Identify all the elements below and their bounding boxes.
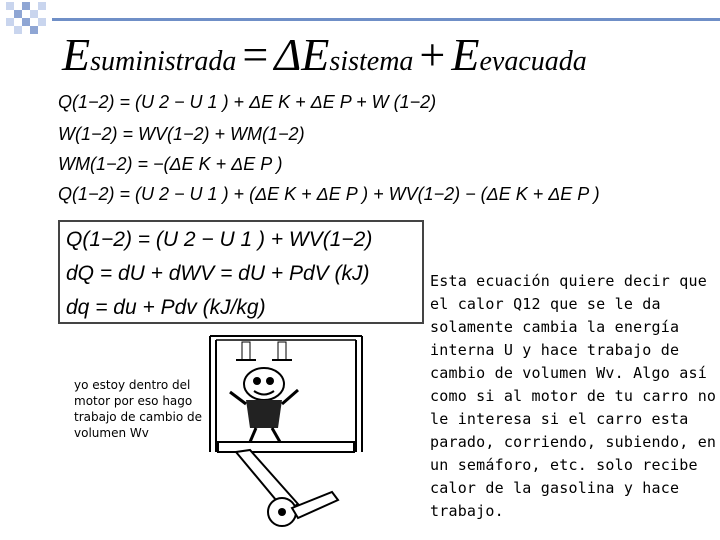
- explanation-text: Esta ecuación quiere decir que el calor Q12 que se le da solamente cambia la energía interna U y hace trabajo de cambio de volumen Wv. Algo así como si al motor de tu carro no le interesa si el carro esta parado, corriendo, subiendo, en un semáforo, etc. solo recibe calor de la gasolina y hace trabajo.: [430, 272, 717, 520]
- delta-sub: sistema: [329, 46, 414, 77]
- boxed-equations: [58, 220, 424, 324]
- equals-sign: =: [242, 29, 269, 80]
- lhs-symbol: E: [62, 29, 91, 80]
- equation-line-1: Q(1−2) = (U 2 − U 1 ) + ΔE K + ΔE P + W (1−2): [58, 92, 437, 112]
- boxed-line-1: Q(1−2) = (U 2 − U 1 ) + WV(1−2): [66, 228, 373, 251]
- equation-line-3: WM(1−2) = −(ΔE K + ΔE P ): [58, 154, 283, 174]
- plus-sign: +: [419, 29, 446, 80]
- checker-decoration: [0, 0, 52, 40]
- lhs-sub: suministrada: [90, 46, 237, 77]
- boxed-line-3: dq = du + Pdv (kJ/kg): [66, 296, 266, 319]
- rhs-sub: evacuada: [479, 46, 587, 77]
- equation-line-2: W(1−2) = WV(1−2) + WM(1−2): [58, 124, 305, 144]
- accent-line: [52, 18, 720, 21]
- boxed-line-2: dQ = dU + dWV = dU + PdV (kJ): [66, 262, 370, 285]
- equation-line-4: Q(1−2) = (U 2 − U 1 ) + (ΔE K + ΔE P ) + WV(1−2) − (ΔE K + ΔE P ): [58, 184, 600, 204]
- delta-symbol: ΔE: [274, 29, 330, 80]
- piston-cylinder-icon: [206, 332, 366, 532]
- rhs-symbol: E: [451, 29, 480, 80]
- figure-caption: yo estoy dentro del motor por eso hago trabajo de cambio de volumen Wv: [74, 378, 203, 440]
- energy-balance-title: [62, 28, 587, 81]
